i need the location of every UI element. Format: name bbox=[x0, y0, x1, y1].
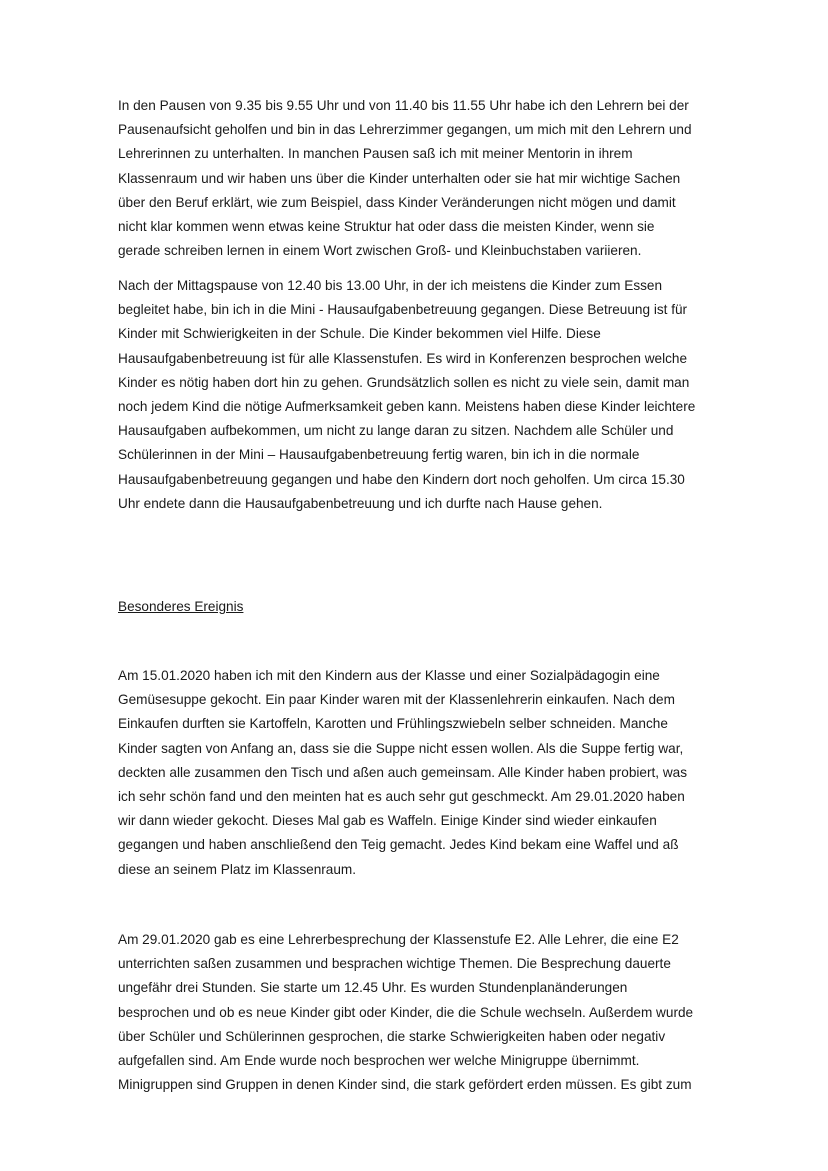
text-line: über Schüler und Schülerinnen gesprochen, die starke Schwierigkeiten haben oder negativ bbox=[118, 1028, 666, 1044]
text-line: aufgefallen sind. Am Ende wurde noch besprochen wer welche Minigruppe übernimmt. bbox=[118, 1052, 640, 1068]
section-heading: Besonderes Ereignis bbox=[118, 599, 244, 614]
paragraph-teacher-meeting bbox=[118, 928, 718, 1097]
text-line: Am 29.01.2020 gab es eine Lehrerbesprechung der Klassenstufe E2. Alle Lehrer, die eine E2 bbox=[118, 932, 679, 947]
text-line: gerade schreiben lernen in einem Wort zwischen Groß- und Kleinbuchstaben variieren. bbox=[118, 243, 642, 259]
text-line: Uhr endete dann die Hausaufgabenbetreuung und ich durfte nach Hause gehen. bbox=[118, 495, 603, 511]
text-line: Klassenraum und wir haben uns über die Kinder unterhalten oder sie hat mir wichtige Sachen bbox=[118, 170, 681, 186]
text-line: Minigruppen sind Gruppen in denen Kinder sind, die stark gefördert erden müssen. Es gibt zum bbox=[118, 1077, 692, 1093]
text-line: nicht klar kommen wenn etwas keine Struktur hat oder dass die meisten Kinder, wenn sie bbox=[118, 218, 655, 234]
text-line: Kinder es nötig haben dort hin zu gehen. Grundsätzlich sollen es nicht zu viele sein, damit man bbox=[118, 374, 690, 390]
text-line: Pausenaufsicht geholfen und bin in das Lehrerzimmer gegangen, um mich mit den Lehrern und bbox=[118, 122, 692, 138]
text-line: deckten alle zusammen den Tisch und aßen auch gemeinsam. Alle Kinder haben probiert, was bbox=[118, 764, 687, 780]
text-line: wir dann wieder gekocht. Dieses Mal gab es Waffeln. Einige Kinder sind wieder einkaufen bbox=[118, 813, 657, 829]
text-line: noch jedem Kind die nötige Aufmerksamkeit geben kann. Meistens haben diese Kinder leichtere bbox=[118, 398, 696, 414]
text-line: In den Pausen von 9.35 bis 9.55 Uhr und von 11.40 bis 11.55 Uhr habe ich den Lehrern bei der bbox=[118, 98, 689, 113]
text-line: Kinder mit Schwierigkeiten in der Schule. Die Kinder bekommen viel Hilfe. Diese bbox=[118, 326, 601, 342]
text-line: Am 15.01.2020 haben ich mit den Kindern aus der Klasse und einer Sozialpädagogin eine bbox=[118, 668, 660, 683]
text-line: Einkaufen durften sie Kartoffeln, Karotten und Frühlingszwiebeln selber schneiden. Manche bbox=[118, 716, 668, 732]
text-line: Kinder sagten von Anfang an, dass sie die Suppe nicht essen wollen. Als die Suppe fertig war, bbox=[118, 740, 684, 756]
text-line: Hausaufgabenbetreuung gegangen und habe den Kindern dort noch geholfen. Um circa 15.30 bbox=[118, 471, 685, 487]
paragraph-afternoon bbox=[118, 274, 718, 516]
text-line: diese an seinem Platz im Klassenraum. bbox=[118, 861, 356, 877]
text-line: unterrichten saßen zusammen und besprachen wichtige Themen. Die Besprechung dauerte bbox=[118, 956, 671, 972]
text-line: besprochen und ob es neue Kinder gibt oder Kinder, die die Schule wechseln. Außerdem wurde bbox=[118, 1004, 694, 1020]
text-line: Gemüsesuppe gekocht. Ein paar Kinder waren mit der Klassenlehrerin einkaufen. Nach dem bbox=[118, 692, 675, 708]
paragraph-event-cooking bbox=[118, 664, 718, 882]
section-heading-block bbox=[118, 595, 718, 619]
text-line: Schülerinnen in der Mini – Hausaufgabenbetreuung fertig waren, bin ich in die normale bbox=[118, 447, 640, 463]
text-line: Hausaufgaben aufbekommen, um nicht zu lange daran zu sitzen. Nachdem alle Schüler und bbox=[118, 423, 674, 439]
text-line: Nach der Mittagspause von 12.40 bis 13.00 Uhr, in der ich meistens die Kinder zum Essen bbox=[118, 278, 663, 293]
paragraph-breaks bbox=[118, 94, 718, 263]
text-line: Lehrerinnen zu unterhalten. In manchen Pausen saß ich mit meiner Mentorin in ihrem bbox=[118, 146, 633, 162]
text-line: gegangen und haben anschließend den Teig gemacht. Jedes Kind bekam eine Waffel und aß bbox=[118, 837, 679, 853]
text-line: ich sehr schön fand und den meinten hat es auch sehr gut geschmeckt. Am 29.01.2020 haben bbox=[118, 788, 685, 804]
text-line: ungefähr drei Stunden. Sie starte um 12.45 Uhr. Es wurden Stundenplanänderungen bbox=[118, 980, 628, 996]
text-line: begleitet habe, bin ich in die Mini - Hausaufgabenbetreuung gegangen. Diese Betreuung ist für bbox=[118, 302, 688, 318]
text-line: Hausaufgabenbetreuung ist für alle Klassenstufen. Es wird in Konferenzen besprochen welche bbox=[118, 350, 688, 366]
text-line: über den Beruf erklärt, wie zum Beispiel, dass Kinder Veränderungen nicht mögen und damit bbox=[118, 194, 676, 210]
